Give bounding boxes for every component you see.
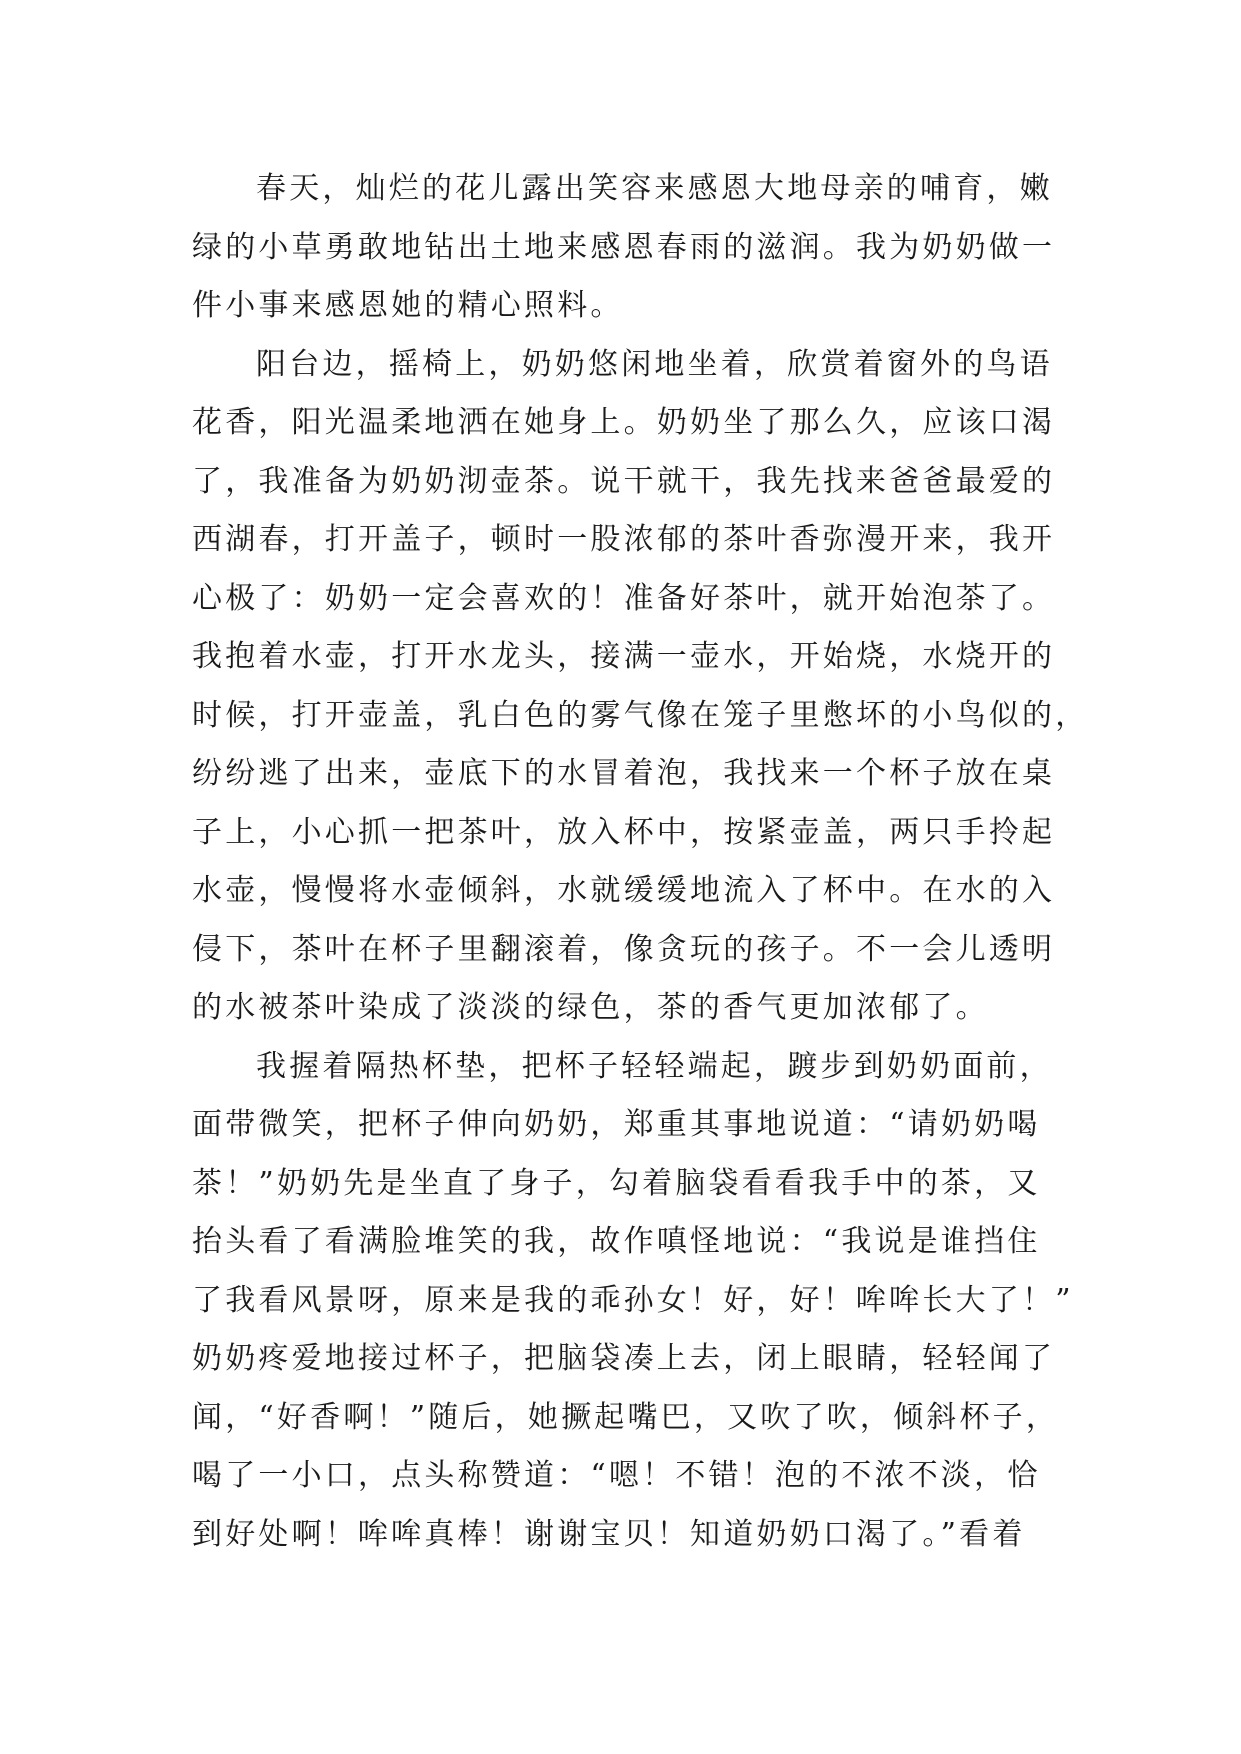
text-line: 心极了：奶奶一定会喜欢的！准备好茶叶，就开始泡茶了。 [192,580,1056,616]
text-line: 我抱着水壶，打开水龙头，接满一壶水，开始烧，水烧开的 [192,639,1056,674]
text-line: 茶！”奶奶先是坐直了身子，勾着脑袋看看我手中的茶，又 [192,1165,1041,1201]
paragraph-3 [192,1038,1072,1565]
text-line: 绿的小草勇敢地钻出土地来感恩春雨的滋润。我为奶奶做一 [192,229,1056,265]
paragraph-2 [192,336,1089,1038]
text-line: 的水被茶叶染成了淡淡的绿色，茶的香气更加浓郁了。 [192,990,989,1025]
text-line: 面带微笑，把杯子伸向奶奶，郑重其事地说道：“请奶奶喝 [192,1107,1041,1142]
text-line: 阳台边，摇椅上，奶奶悠闲地坐着，欣赏着窗外的鸟语 [256,346,1053,382]
text-line: 闻，“好香啊！”随后，她撅起嘴巴，又吹了吹，倾斜杯子， [192,1399,1060,1435]
text-line: 抬头看了看满脸堆笑的我，故作嗔怪地说：“我说是谁挡住 [192,1224,1041,1259]
text-line: 水壶，慢慢将水壶倾斜，水就缓缓地流入了杯中。在水的入 [192,873,1056,908]
text-line: 奶奶疼爱地接过杯子，把脑袋凑上去，闭上眼睛，轻轻闻了 [192,1341,1056,1376]
text-line: 件小事来感恩她的精心照料。 [192,288,624,323]
text-line: 春天，灿烂的花儿露出笑容来感恩大地母亲的哺育，嫩 [256,171,1053,206]
text-line: 我握着隔热杯垫，把杯子轻轻端起，踱步到奶奶面前， [256,1048,1053,1084]
text-line: 喝了一小口，点头称赞道：“嗯！不错！泡的不浓不淡，恰 [192,1458,1041,1493]
text-line: 子上，小心抓一把茶叶，放入杯中，按紧壶盖，两只手拎起 [192,814,1056,850]
text-line: 西湖春，打开盖子，顿时一股浓郁的茶叶香弥漫开来，我开 [192,522,1056,557]
text-line: 到好处啊！哞哞真棒！谢谢宝贝！知道奶奶口渴了。”看着 [192,1516,1026,1552]
paragraph-1 [192,160,1072,336]
essay-body [192,160,1089,1564]
text-line: 花香，阳光温柔地洒在她身上。奶奶坐了那么久，应该口渴 [192,405,1056,440]
text-line: 了，我准备为奶奶沏壶茶。说干就干，我先找来爸爸最爱的 [192,463,1056,499]
text-line: 纷纷逃了出来，壶底下的水冒着泡，我找来一个杯子放在桌 [192,756,1056,791]
text-line: 了我看风景呀，原来是我的乖孙女！好，好！哞哞长大了！” [192,1282,1074,1318]
text-line: 侵下，茶叶在杯子里翻滚着，像贪玩的孩子。不一会儿透明 [192,931,1056,967]
text-line: 时候，打开壶盖，乳白色的雾气像在笼子里憋坏的小鸟似的， [192,697,1089,733]
